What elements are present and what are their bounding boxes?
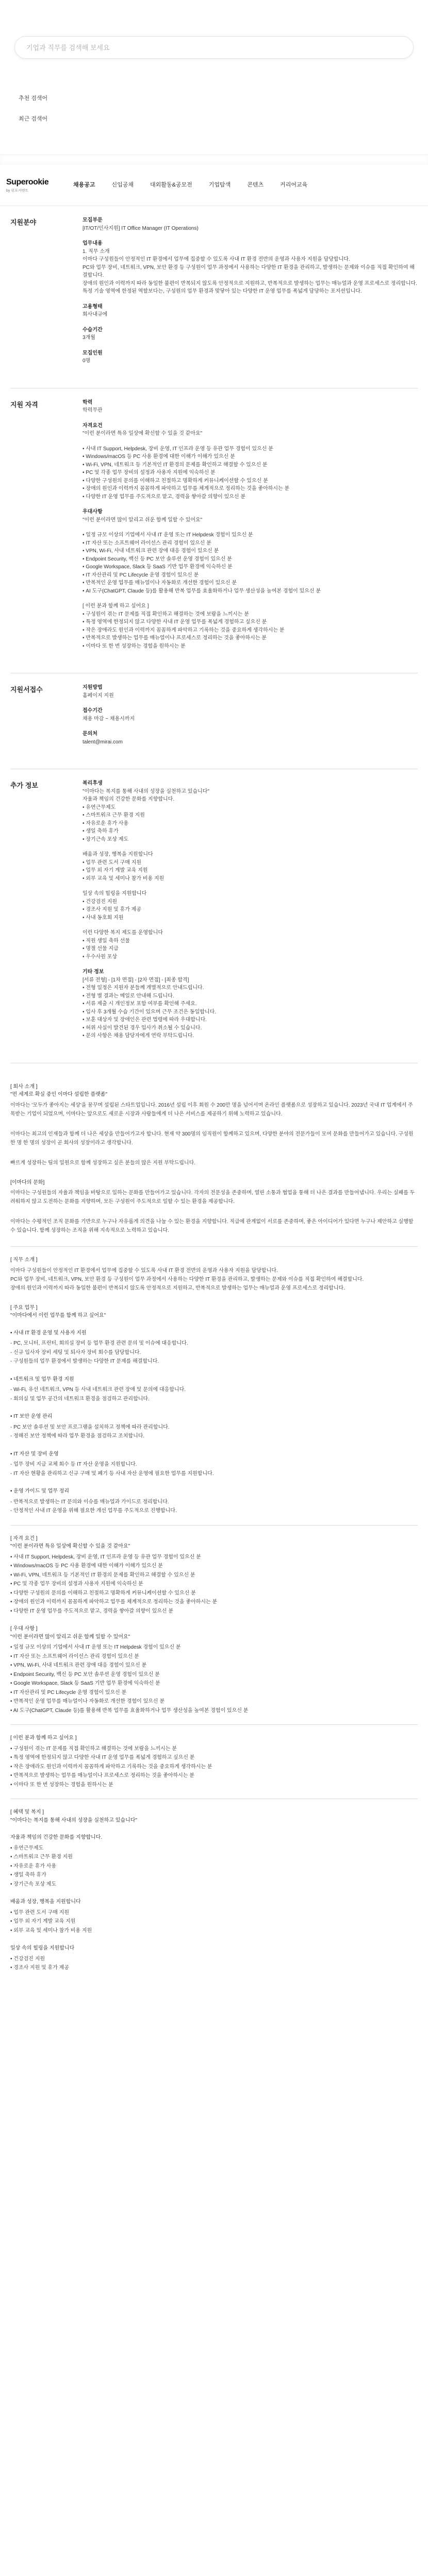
job-description-article [10,1063,418,1992]
field-value: 배움과 성장, 행복을 지원합니다 • 업무 관련 도서 구매 지원 • 업무 외 자기 계발 교육 지원 • 외부 교육 및 세미나 참가 비용 지원 [83,852,164,882]
overlay-divider [0,155,428,165]
list-item: - 신규 입사자 장비 세팅 및 퇴사자 장비 회수를 담당합니다. [10,1349,141,1355]
field-value: • 일정 규모 이상의 기업에서 사내 IT 운영 또는 IT Helpdesk 경험이 있으신 분 • IT 자산 또는 소프트웨어 라이선스 관리 경험이 있으신 분 • VPN, Wi-Fi, 사내 네트워크 관련 장애 대응 경험이 있으신 분 • Endpoint Security, 백신 등 PC 보안 솔루션 운영 경험이 있으신 분 • Google Workspace, Slack 등 SaaS 기반 업무 환경에 익숙하신 분 • IT 자산관리 및 PC Lifecycle 운영 경험이 있으신 분 • 반복적인 운영 업무를 매뉴얼이나 자동화로 개선한 경험이 있으신 분 • AI 도구(ChatGPT, Claude 등)를 활용해 반복 업무를 효율화하거나 업무 생산성을 높여본 경험이 있으신 분 [83,532,321,594]
list-item: • 유연근무제도 [10,1845,44,1851]
article-subheading: [ 직무 소개 ] [10,1257,38,1263]
list-item: - PC, 모니터, 프린터, 회의실 장비 등 업무 환경 관련 문의 및 이슈에 대응합니다. [10,1341,188,1346]
list-item: • 장애의 원인과 이력까지 꼼꼼하게 파악하고 업무를 체계적으로 정리하는 것을 좋아하시는 분 [10,1599,218,1605]
field-value: • 사내 IT Support, Helpdesk, 장비 운영, IT 인프라 운영 등 유관 업무 경험이 있으신 분 • Windows/macOS 등 PC 사용 환경에 대한 이해가 이해가 있으신 분 • Wi-Fi, VPN, 네트워크 등 기본적인 IT 환경의 문제를 확인하고 해결할 수 있으신 분 • PC 및 각종 업무 장비의 설정과 사용자 지원에 익숙하신 분 • 다양한 구성원의 문의를 이해하고 친절하고 명확하게 커뮤니케이션할 수 있으신 분 • 장애의 원인과 이력까지 꼼꼼하게 파악하고 업무를 체계적으로 정리하는 것을 좋아하시는 분 • 다양한 IT 운영 업무를 주도적으로 맡고, 경력을 쌓아갈 의향이 있으신 분 [83,446,290,500]
article-paragraph: 빠르게 성장하는 팀의 일원으로 함께 성장하고 싶은 분들의 많은 지원 부탁드립니다. [10,1160,196,1166]
list-item: • 스마트워크 근무 환경 지원 [10,1854,73,1860]
article-subheading: • IT 자산 및 장비 운영 [10,1451,59,1457]
section-title: 지원 자격 [10,400,38,409]
article-paragraph: 이마다 구성원들이 안정적인 IT 환경에서 업무에 집중할 수 있도록 사내 IT 환경 전반의 운영과 사용자 지원을 담당합니다. PC와 업무 장비, 네트워크, VPN, 보안 환경 등 구성원이 업무 과정에서 사용하는 다양한 IT 환경을 관리하고, 발생하는 문제와 이슈를 직접 확인하여 해결합니다. 장애의 원인과 이력까지 따라 동일한 불편이 반복되지 않도록 안정적으로 지원하고, 반복적으로 발생하는 업무는 매뉴얼과 운영 프로세스로 정리합니다. [10,1267,364,1291]
article-paragraph: 이마다는 최고의 인재들과 함께 더 나은 세상을 만들어가고자 합니다. 현재 약 300명의 임직원이 함께하고 있으며, 다양한 분야의 전문가들이 모여 문화를 만들어가고 있습니다. 구성원 한 명 한 명의 성장이 곧 회사의 성장이라고 생각합니다. [10,1131,414,1146]
article-subheading: • IT 보안 운영 관리 [10,1414,53,1419]
section-body [72,779,418,1047]
list-item: • 외부 교육 및 세미나 참가 비용 지원 [10,1927,92,1934]
field-label: 접수기간 [83,708,103,714]
field-label: 자격요건 [83,422,103,429]
list-item: • 건강검진 지원 [10,1956,45,1962]
list-item: • Wi-Fi, VPN, 네트워크 등 기본적인 IT 환경의 문제를 확인하고 해결할 수 있으신 분 [10,1572,195,1578]
info-field [83,240,418,296]
list-item: • 작은 장애라도 원인과 이력까지 꼼꼼하게 파악하고 기록하는 것을 중요하게 생각하시는 분 [10,1764,212,1770]
list-item: • IT 자산관리 및 PC Lifecycle 운영 경험이 있으신 분 [10,1689,127,1696]
field-label: 모집부문 [83,217,103,223]
bullet-list [10,1908,418,1936]
list-item: - 안정적인 사내 IT 운영을 위해 필요한 개선 업무를 주도적으로 진행합니다. [10,1508,177,1514]
article-subheading: • 사내 IT 환경 운영 및 사용자 지원 [10,1330,87,1336]
list-item: • 업무 외 자기 계발 교육 지원 [10,1919,76,1924]
search-box[interactable] [14,36,414,59]
list-item: - IT 자산 현황을 관리하고 신규 구매 및 폐기 등 사내 자산 운영에 필요한 업무를 지원합니다. [10,1470,214,1477]
field-label: 모집인원 [83,350,103,356]
section-divider [10,1525,418,1526]
section-title: 지원분야 [10,218,37,226]
list-item: • 장기근속 포상 제도 [10,1881,57,1887]
list-item: • 다양한 구성원의 문의를 이해하고 친절하고 명확하게 커뮤니케이션할 수 있으신 분 [10,1590,196,1596]
list-item: • 반복적인 운영 업무를 매뉴얼이나 자동화로 개선한 경험이 있으신 분 [10,1699,164,1704]
list-item: • Google Workspace, Slack 등 SaaS 기반 업무 환경에 익숙하신 분 [10,1681,160,1686]
article-subheading: [ 자격 요건 ] "이런 분이라면 특유 일상에 확신할 수 있을 것 같아요" [10,1535,130,1549]
field-value: 학력무관 [83,408,103,413]
info-field [83,399,418,415]
list-item: • 생일 축하 휴가 [10,1872,46,1878]
job-detail [0,206,428,1992]
article-subheading: [ 혜택 및 복지 ] "이마다는 복지를 통해 사내의 성장을 실천하고 있습니다" [10,1809,137,1823]
bullet-list [10,1744,418,1790]
list-item: • Endpoint Security, 백신 등 PC 보안 솔루션 운영 경험이 있으신 분 [10,1671,160,1677]
menu-new-grad[interactable]: 신입공채 [111,181,134,188]
field-label: 문의처 [83,731,97,737]
section-apply [10,673,418,769]
bullet-list [10,1460,418,1478]
info-field [83,851,418,883]
list-item: • 업무 관련 도서 구매 지원 [10,1909,69,1916]
logo-subtext: by 위포커맨트 [6,189,29,193]
search-panel [0,0,428,82]
logo[interactable] [6,176,53,195]
info-field [83,968,418,1040]
list-item: • 일정 규모 이상의 기업에서 사내 IT 운영 또는 IT Helpdesk 경험이 있으신 분 [10,1645,181,1650]
section-extra [10,769,418,1063]
bullet-list [10,1844,418,1889]
field-value: [서류 전형] - [1차 면접] - [2차 면접] - [최종 합격] • 전형 일정은 지원자 분들께 개별적으로 안내드립니다. • 전형 별 결과는 메일로 안내해 드립니다. • 서류 제출 시 개인정보 포함 여부를 확인해 주세요. • 입사 후 3개월 수습 기간이 있으며 근무 조건은 동일합니다. • 보훈 대상자 및 장애인은 관련 법령에 따라 우대합니다. • 허위 사실이 발견된 경우 입사가 취소될 수 있습니다. • 문의 사항은 채용 담당자에게 연락 부탁드립니다. [83,977,217,1039]
info-field [83,349,418,365]
info-field [83,508,418,524]
info-field [83,216,418,232]
list-item: - Wi-Fi, 유선 네트워크, VPN 등 사내 네트워크 관련 장애 및 문의에 대응합니다. [10,1387,186,1393]
list-item: • IT 자산 또는 소프트웨어 라이선스 관리 경험이 있으신 분 [10,1653,139,1659]
info-field [83,445,418,501]
list-item: • VPN, Wi-Fi, 사내 네트워크 관련 장애 대응 경험이 있으신 분 [10,1663,147,1668]
info-field [83,422,418,438]
info-field [83,730,418,746]
article-subheading: 자율과 책임의 건강한 문화를 지향합니다. [10,1835,103,1840]
article-subheading: 배움과 성장, 행복을 지원합니다 [10,1899,81,1905]
bullet-list [10,1955,418,1973]
list-item: • 반복적으로 발생하는 업무를 매뉴얼이나 프로세스로 정리하는 것을 좋아하시는 분 [10,1773,194,1778]
list-item: • Windows/macOS 등 PC 사용 환경에 대한 이해가 이해가 있으신 분 [10,1563,163,1569]
section-body [72,684,418,753]
section-intro [10,206,418,388]
field-value: 0명 [83,358,91,364]
section-divider [10,1724,418,1725]
logo-text: Superookie [6,177,49,187]
bullet-list [10,1339,418,1366]
article-subheading: [ 이런 분과 함께 하고 싶어요 ] [10,1735,77,1741]
list-item: • 이마다 또 한 번 성장하는 경험을 원하시는 분 [10,1782,113,1788]
section-body [72,399,418,658]
menu-activities[interactable]: 대외활동&공모전 [150,181,192,188]
field-value: 3개월 [83,335,95,341]
list-item: • PC 및 각종 업무 장비의 설정과 사용자 지원에 익숙하신 분 [10,1581,143,1587]
section-title: 추가 정보 [10,782,38,789]
menu-company-explore[interactable]: 기업탐색 [208,181,231,188]
article-subheading: [이마다의 문화] [10,1179,45,1185]
search-quick-links [0,82,428,134]
field-label: 우대사항 [83,509,103,515]
field-value: "이런 분이라면 많이 알리고 쉬운 함께 일할 수 있어요" [83,517,203,523]
info-field [83,602,418,650]
bullet-list [10,1423,418,1441]
article-paragraph: 이마다는 구성원들의 자율과 책임을 바탕으로 일하는 문화를 만들어가고 있습니다. 각자의 전문성을 존중하며, 열린 소통과 협업을 통해 더 나은 결과를 만들어냅니다. 우리는 실패를 두려워하지 않고 도전하는 문화를 지향하며, 모든 구성원이 주도적으로 일할 수 있는 환경을 제공합니다. [10,1190,415,1205]
article-subheading: [ 우대 사항 ] "이런 분이라면 많이 알리고 쉬운 함께 일할 수 있어요" [10,1626,130,1640]
field-value: [IT/OT/인사지원] IT Office Manager (IT Operations) [83,225,199,231]
bullet-list [10,1498,418,1516]
recommended-keywords-link[interactable]: 추천 검색어 [19,95,48,101]
article-subheading: [ 회사 소개 ] "먼 세계로 확실 중인 이마다 설립한 플랫폼" [10,1083,107,1097]
info-field [83,326,418,342]
info-field [83,684,418,700]
section-qualification [10,388,418,674]
field-value: 채용 마감 ~ 채용시까지 [83,716,135,722]
field-label: 업무내용 [83,241,103,246]
list-item: • 특정 영역에 한정되지 않고 다양한 사내 IT 운영 업무를 폭넓게 경험하고 싶으신 분 [10,1755,195,1760]
recent-keywords-link[interactable]: 최근 검색어 [19,116,48,122]
field-value: 이런 다양한 복지 제도를 운영합니다 • 직원 생일 축하 선물 • 명절 선물 지급 • 우수사원 포상 [83,930,163,960]
article-subheading: • 네트워크 및 업무 환경 지원 [10,1376,74,1382]
info-field [83,707,418,723]
field-value: 홈페이지 지원 [83,692,114,699]
list-item: • 경조사 지원 및 휴가 제공 [10,1965,69,1971]
field-value: "이런 분이라면 특유 일상에 확신할 수 있을 것 같아요" [83,431,203,436]
field-value: [ 이런 분과 함께 하고 싶어요 ] • 구성원이 겪는 IT 문제를 직접 확인하고 해결하는 것에 보람을 느끼시는 분 • 특정 영역에 한정되지 않고 다양한 사내 IT 운영 업무를 폭넓게 경험하고 싶으신 분 • 작은 장애라도 원인과 이력까지 꼼꼼하게 파악하고 기록하는 것을 중요하게 생각하시는 분 • 반복적으로 발생하는 업무를 매뉴얼이나 프로세스로 정리하는 것을 좋아하시는 분 • 이마다 또 한 번 성장하는 경험을 원하시는 분 [83,603,285,649]
article-subheading: 일상 속의 힐링을 지원합니다 [10,1945,75,1951]
article-paragraph: 이마다는 '모두가 좋아지는 세상'을 꿈꾸며 설립된 스타트업입니다. 2016년 설립 이후 회원 수 200만 명을 넘어서며 온라인 플랫폼으로 성장하고 있습니다. 2023년 국내 IT 업계에서 주목받는 기업이 되었으며, 이마다는 앞으로도 새로운 시장과 사람들에게 더 나은 서비스를 제공하기 위해 노력하고 있습니다. [10,1102,413,1117]
list-item: • 자유로운 휴가 사용 [10,1863,57,1869]
section-body [72,216,418,372]
list-item: - 반복적으로 발생하는 IT 문의와 이슈를 매뉴얼과 가이드로 정리합니다. [10,1499,169,1505]
field-label: 수습기간 [83,327,103,333]
info-field [83,890,418,922]
global-navigation [0,165,428,206]
menu-career-education[interactable]: 커리어교육 [280,181,308,188]
field-label: 지원방법 [83,685,103,690]
section-divider [10,1246,418,1247]
field-value: 회사내규에 [83,312,108,317]
search-input[interactable] [26,44,402,52]
field-label: 고용형태 [83,303,103,310]
field-value: 1. 직무 소개 이마다 구성원들이 안정적인 IT 환경에서 업무에 집중할 수 있도록 사내 IT 환경 전반의 운영과 사용자 지원을 담당합니다. PC와 업무 장비, 네트워크, VPN, 보안 환경 등 구성원이 업무 과정에서 사용하는 다양한 IT 환경을 관리하고, 발생하는 문제와 이슈를 직접 확인하여 해결합니다. 장애의 원인과 이력까지 따라 동일한 불편이 반복되지 않도록 안정적으로 지원하고, 반복적으로 발생하는 업무는 매뉴얼과 운영 프로세스로 정리합니다. 특정 기술 영역에 한정된 역할보다는, 구성원의 업무 환경과 맞닿아 있는 다양한 IT 운영 업무를 폭넓게 담당하는 포지션입니다. [83,248,417,294]
info-field [83,929,418,961]
info-field [83,779,418,843]
info-field [83,531,418,595]
list-item: - 정해진 보안 정책에 따라 업무 환경을 점검하고 조치합니다. [10,1433,145,1439]
menu-contents[interactable]: 콘텐츠 [247,181,264,188]
list-item: • 사내 IT Support, Helpdesk, 장비 운영, IT 인프라 운영 등 유관 업무 경험이 있으신 분 [10,1554,201,1560]
field-label: 기타 정보 [83,969,104,975]
list-item: • AI 도구(ChatGPT, Claude 등)를 활용해 반복 업무를 효율화하거나 업무 생산성을 높여본 경험이 있으신 분 [10,1707,249,1714]
bullet-list [10,1643,418,1715]
bullet-list [10,1553,418,1616]
section-title: 지원서접수 [10,686,43,693]
menu-job-posts[interactable]: 채용공고 [73,181,95,188]
list-item: - 구성원들의 업무 환경에서 발생하는 다양한 IT 문제를 해결합니다. [10,1359,159,1364]
list-item: • 구성원이 겪는 IT 문제를 직접 확인하고 해결하는 것에 보람을 느끼시는 분 [10,1745,177,1752]
list-item: - 업무 장비 지급 교체 회수 등 IT 자산 운영을 지원합니다. [10,1462,137,1467]
list-item: - PC 보안 솔루션 및 보안 프로그램을 설치하고 정책에 따라 관리합니다. [10,1424,170,1430]
field-label: 학력 [83,399,93,405]
bullet-list [10,1385,418,1403]
field-label: 복리후생 [83,781,103,786]
field-value: 일상 속의 힐링을 지원합니다 • 건강검진 지원 • 경조사 지원 및 휴가 제공 • 사내 동호회 지원 [83,891,147,921]
article-subheading: • 운영 가이드 및 업무 정리 [10,1488,69,1494]
article-paragraph: 이마다는 수평적인 조직 문화를 기반으로 누구나 자유롭게 의견을 나눌 수 있는 환경을 지향합니다. 직급에 관계없이 서로를 존중하며, 좋은 아이디어가 있다면 누구나 제안하고 실행할 수 있습니다. 함께 성장하는 조직을 위해 지속적으로 노력하고 있습니다. [10,1219,414,1233]
article-subheading: [ 주요 업무 ] "이마다에서 이런 업무를 함께 하고 싶어요" [10,1304,106,1318]
list-item: • 다양한 IT 운영 업무를 주도적으로 맡고, 경력을 쌓아갈 의향이 있으신 분 [10,1608,174,1614]
field-value: "이마다는 복지를 통해 사내의 성장을 실천하고 있습니다" 자율과 책임의 건강한 문화를 지향합니다. • 유연근무제도 • 스마트워크 근무 환경 지원 • 자유로운 휴가 사용 • 생일 축하 휴가 • 장기근속 포상 제도 [83,788,209,842]
main-menu [73,181,307,190]
info-field [83,303,418,319]
field-value: talent@mirai.com [83,739,123,745]
list-item: - 회의실 및 업무 공간의 네트워크 환경을 점검하고 관리합니다. [10,1396,150,1402]
